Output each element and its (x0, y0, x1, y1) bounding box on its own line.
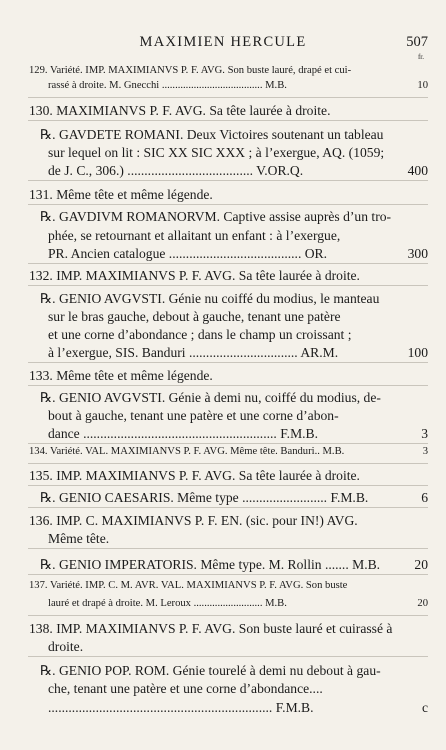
price-value: 300 (407, 246, 428, 261)
entry-text: ℞. GENIO AVGVSTI. Génie nu coiffé du modius, le manteau (40, 291, 380, 306)
running-title: MAXIMIEN HERCULE (139, 34, 307, 50)
entry-text: ℞. GENIO AVGVSTI. Génie à demi nu, coiffé du modius, de- (40, 390, 381, 405)
entry-text: ℞. GENIO POP. ROM. Génie tourelé à demi nu debout à gau- (40, 663, 381, 678)
entry-text: phée, se retournant et allaitant un enfant : à l’exergue, (48, 228, 341, 243)
price-value: 400 (407, 163, 428, 178)
entry-text: sur lequel on lit : SIC XX SIC XXX ; à l’exergue, AQ. (1059; (48, 145, 385, 160)
entry-text: dance ......................................................... F.M.B. (48, 426, 319, 441)
entry-text: de J. C., 306.) ..................................... V.OR.Q. (48, 163, 304, 178)
entry-text: PR. Ancien catalogue ....................................... OR. (48, 246, 328, 261)
entry-divider (28, 97, 428, 98)
entry-divider (28, 385, 428, 386)
entry-text: 131. Même tête et même légende. (29, 187, 213, 202)
price-value: 3 (422, 446, 428, 457)
entry-text: 129. Variété. IMP. MAXIMIANVS P. F. AVG. Son buste lauré, drapé et cui- (29, 65, 352, 76)
entry-text: et une corne d’abondance ; dans le champ un croissant ; (48, 327, 352, 342)
entry-divider (28, 656, 428, 657)
entry-text: rassé à droite. M. Gnecchi ...................................... M.B. (48, 80, 287, 91)
entry-text: 138. IMP. MAXIMIANVS P. F. AVG. Son buste lauré et cuirassé à (29, 621, 393, 636)
entry-divider (28, 120, 428, 121)
entry-text: 135. IMP. MAXIMIANVS P. F. AVG. Sa tête laurée à droite. (29, 468, 360, 483)
entry-text: 134. Variété. VAL. MAXIMIANVS P. F. AVG. Même tête. Banduri.. M.B. (29, 446, 345, 457)
price-value: 10 (417, 80, 428, 91)
entry-divider (28, 507, 428, 508)
price-value: c (421, 700, 428, 715)
entry-divider (28, 263, 428, 264)
entry-text: ℞. GAVDIVM ROMANORVM. Captive assise auprès d’un tro- (40, 209, 392, 224)
entry-text: 130. MAXIMIANVS P. F. AVG. Sa tête laurée à droite. (29, 103, 331, 118)
entry-divider (28, 548, 428, 549)
entry-text: 133. Même tête et même légende. (29, 368, 213, 383)
price-value: 100 (407, 345, 428, 360)
price-value: 20 (417, 598, 428, 609)
entry-text: .................................................................. F.M.B. (48, 700, 314, 715)
entry-text: droite. (48, 639, 84, 654)
price-value: 3 (421, 426, 428, 441)
entry-divider (28, 443, 428, 444)
price-value: 20 (414, 557, 428, 572)
entry-text: lauré et drapé à droite. M. Leroux .......................... M.B. (48, 598, 287, 609)
price-column-label: fr. (417, 53, 424, 61)
entry-text: 132. IMP. MAXIMIANVS P. F. AVG. Sa tête laurée à droite. (29, 268, 360, 283)
entry-divider (28, 485, 428, 486)
entry-text: à l’exergue, SIS. Banduri ................................ AR.M. (48, 345, 339, 360)
entry-text: Même tête. (48, 531, 110, 546)
entry-divider (28, 285, 428, 286)
entry-text: ℞. GENIO IMPERATORIS. Même type. M. Rollin ....... M.B. (40, 557, 381, 572)
entry-divider (28, 574, 428, 575)
entry-text: bout à gauche, tenant une patère et une corne d’abon- (48, 408, 339, 423)
entry-divider (28, 463, 428, 464)
entry-text: 137. Variété. IMP. C. M. AVR. VAL. MAXIMIANVS P. F. AVG. Son buste (29, 580, 348, 591)
entry-divider (28, 180, 428, 181)
entry-divider (28, 615, 428, 616)
entry-text: che, tenant une patère et une corne d’abondance.... (48, 681, 323, 696)
entry-text: ℞. GENIO CAESARIS. Même type ......................... F.M.B. (40, 490, 369, 505)
entry-text: 136. IMP. C. MAXIMIANVS P. F. EN. (sic. pour IN!) AVG. (29, 513, 358, 528)
entry-divider (28, 204, 428, 205)
entry-text: sur le bras gauche, debout à gauche, tenant une patère (48, 309, 341, 324)
entry-text: ℞. GAVDETE ROMANI. Deux Victoires soutenant un tableau (40, 127, 384, 142)
price-value: 6 (421, 490, 428, 505)
entry-divider (28, 362, 428, 363)
page-header (0, 34, 446, 52)
page-number: 507 (406, 34, 428, 50)
